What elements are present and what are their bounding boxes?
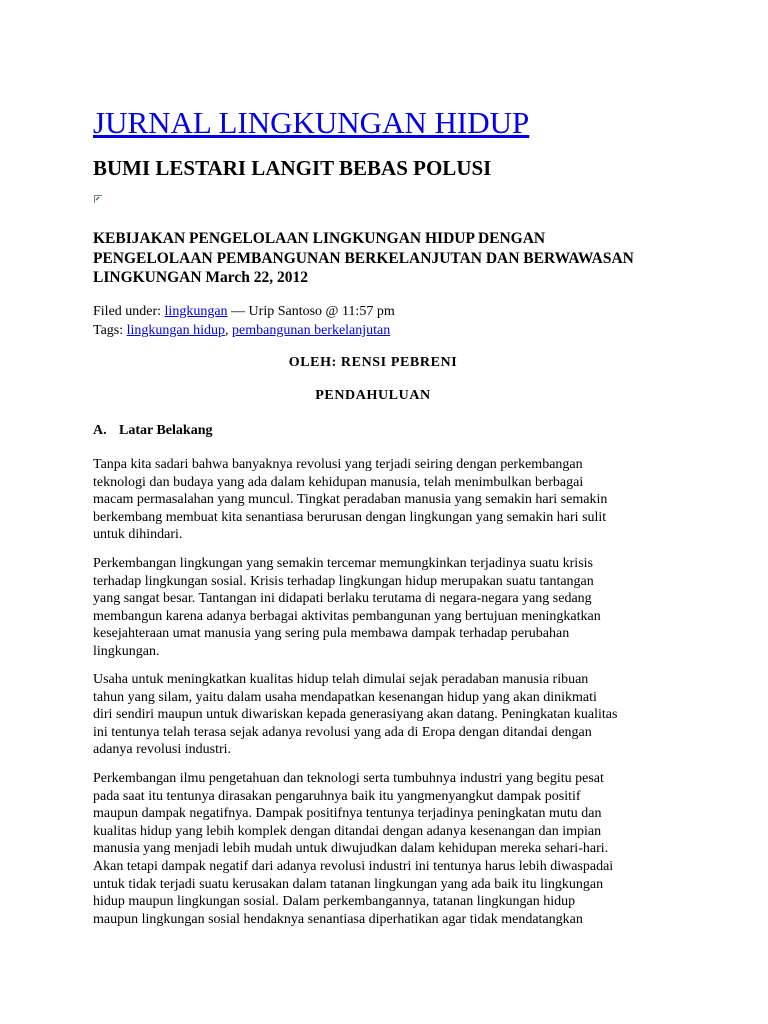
paragraph-line: Usaha untuk meningkatkan kualitas hidup telah dimulai sejak peradaban manusia ribuan: [93, 672, 589, 687]
paragraph-3: [93, 671, 663, 759]
paragraph-line: maupun lingkungan sosial hendaknya senantiasa diperhatikan agar tidak mendatangkan: [93, 911, 583, 927]
paragraph-line: yang sangat besar. Tantangan ini didapati berlaku terutama di negara-negara yang sedang: [93, 591, 592, 607]
post-byline: OLEH: RENSI PEBRENI: [288, 355, 458, 370]
tags-line: [93, 321, 395, 340]
paragraph-line: Perkembangan ilmu pengetahuan dan teknologi serta tumbuhnya industri yang begitu pesat: [93, 771, 604, 786]
paragraph-line: kualitas hidup yang lebih komplek dengan ditandai dengan adanya kesenangan dan impian: [93, 823, 602, 839]
paragraph-line: membangun karena adanya berbagai aktivitas pembangunan yang bertujuan meningkatkan: [93, 608, 601, 624]
paragraph-line: pada saat itu tentunya dirasakan pengaruhnya baik itu yangmenyangkut dampak positif: [93, 788, 581, 804]
tag-link-pembangunan-berkelanjutan[interactable]: pembangunan berkelanjutan: [232, 323, 391, 338]
paragraph-line: manusia yang menjadi lebih mudah untuk diwujudkan dalam kehidupan mereka sehari-hari.: [93, 841, 609, 857]
post-time: 11:57 pm: [341, 304, 395, 319]
paragraph-line: tahun yang silam, yaitu dalam usaha mendapatkan kesenangan hidup yang akan dinikmati: [93, 689, 597, 705]
paragraph-1: [93, 456, 663, 544]
post-title: KEBIJAKAN PENGELOLAAN LINGKUNGAN HIDUP DENGAN PENGELOLAAN PEMBANGUNAN BERKELANJUTAN DAN BERWAWASAN LINGKUNGAN March 22, 2012: [93, 230, 634, 286]
subsection-number: A.: [93, 423, 107, 438]
paragraph-line: Akan tetapi dampak negatif dari adanya revolusi industri ini tentunya harus lebih diwaspadai: [93, 858, 614, 874]
meta-at: @: [322, 304, 342, 319]
subsection-heading: [93, 422, 212, 440]
paragraph-line: adanya revolusi industri.: [93, 742, 232, 758]
paragraph-line: Tanpa kita sadari bahwa banyaknya revolusi yang terjadi seiring dengan perkembangan: [93, 457, 583, 472]
filed-under-line: [93, 302, 395, 321]
filed-under-label: Filed under:: [93, 304, 165, 319]
post-meta: [93, 302, 395, 340]
section-title: PENDAHULUAN: [315, 388, 431, 403]
site-title[interactable]: [93, 103, 529, 143]
paragraph-line: kesejahteraan umat manusia yang sering pula membawa dampak terhadap perubahan: [93, 626, 570, 642]
paragraph-line: diri sendiri maupun untuk diwariskan kepada generasiyang akan datang. Peningkatan kualitas: [93, 707, 618, 723]
tag-link-lingkungan-hidup[interactable]: lingkungan hidup: [126, 323, 226, 338]
paragraph-line: ini tentunya telah terasa sejak adanya revolusi yang ada di Eropa dengan ditandai dengan: [93, 724, 592, 740]
tag-separator: ,: [225, 323, 233, 338]
paragraph-line: lingkungan.: [93, 643, 160, 659]
paragraph-line: berkembang membuat kita senantiasa berurusan dengan lingkungan yang semakin hari sulit: [93, 509, 607, 525]
category-link[interactable]: lingkungan: [164, 304, 228, 319]
paragraph-2: [93, 555, 663, 661]
tags-label: Tags:: [93, 323, 127, 338]
paragraph-line: hidup maupun lingkungan sosial. Dalam perkembangannya, tatanan lingkungan hidup: [93, 894, 576, 910]
broken-image-icon: [94, 195, 102, 203]
paragraph-4: [93, 770, 663, 928]
paragraph-line: teknologi dan budaya yang ada dalam kehidupan manusia, telah menimbulkan berbagai: [93, 474, 584, 490]
paragraph-line: untuk dihindari.: [93, 527, 183, 543]
site-title-link[interactable]: JURNAL LINGKUNGAN HIDUP: [93, 105, 530, 140]
subsection-title: Latar Belakang: [119, 423, 213, 438]
paragraph-line: maupun dampak negatifnya. Dampak positifnya tentunya terjadinya peningkatan mutu dan: [93, 806, 602, 822]
meta-separator: —: [227, 304, 249, 319]
site-tagline: BUMI LESTARI LANGIT BEBAS POLUSI: [93, 156, 492, 180]
paragraph-line: terhadap lingkungan sosial. Krisis terhadap lingkungan hidup merupakan suatu tantangan: [93, 573, 594, 589]
paragraph-line: Perkembangan lingkungan yang semakin tercemar memungkinkan terjadinya suatu krisis: [93, 556, 593, 571]
author-name: Urip Santoso: [248, 304, 323, 319]
paragraph-line: untuk tidak terjadi suatu kerusakan dalam tatanan lingkungan yang ada baik itu lingkungan: [93, 876, 604, 892]
paragraph-line: macam permasalahan yang muncul. Tingkat peradaban manusia yang semakin hari semakin: [93, 492, 608, 508]
